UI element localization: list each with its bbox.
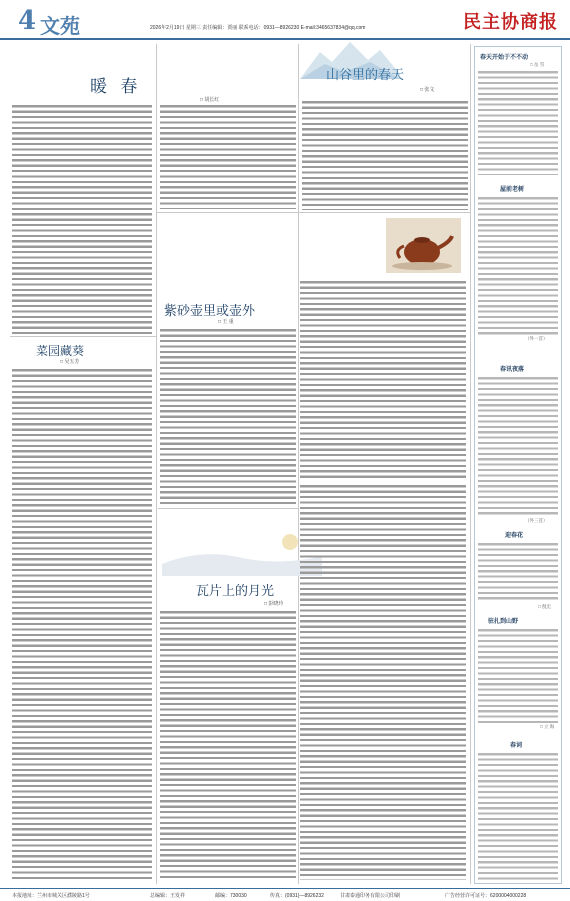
article-author: □ 胡长红 [200, 97, 220, 103]
column-rule [156, 44, 157, 884]
page-footer [0, 888, 570, 901]
poem-body [478, 70, 558, 175]
poem-author: □ 立 海 [540, 724, 555, 729]
article-title: 瓦片上的月光 [196, 584, 275, 599]
section-title: 文苑 [40, 14, 80, 38]
section-rule [156, 212, 470, 213]
poem-author: □ 岳 雪 [530, 62, 545, 67]
footer-printer: 甘肃泰通印务有限公司印刷 [340, 893, 401, 899]
footer-ad: 广告经营许可证号：6200004000228 [445, 893, 527, 899]
poem-author: □ 倪宏 [538, 604, 551, 609]
article-author: □ 彭晓玲 [264, 601, 284, 607]
article-author: □ 张文 [420, 87, 435, 93]
poem-title: 春词 [510, 742, 523, 749]
moon-illustration [162, 528, 322, 576]
page-number: 4 [18, 6, 37, 36]
footer-editor: 总编辑：王发祥 [150, 893, 186, 899]
page-header [0, 0, 570, 40]
poem-title: 屋前老树 [500, 186, 525, 193]
article-body [160, 328, 296, 504]
article-author: □ 王 重 [218, 319, 234, 325]
section-rule [10, 336, 156, 337]
article-body [300, 484, 466, 880]
poem-author: （外一首） [525, 336, 548, 341]
article-body [160, 104, 296, 209]
issue-info: 2026年2月19日 星期三 责任编辑：贾丽 联系电话：0931—8926230 E-mail:3465637834@qq.com [150, 25, 366, 31]
poem-title: 驻扎到山野 [488, 618, 519, 625]
poem-body [478, 752, 558, 880]
article-author: □ 吴五芳 [60, 359, 80, 365]
column-rule [298, 44, 299, 884]
article-body [160, 610, 296, 880]
footer-post: 邮编：730030 [215, 893, 247, 899]
newspaper-brand: 民主协商报 [463, 12, 558, 33]
article-title: 暖 春 [90, 77, 142, 97]
article-body [300, 280, 466, 480]
article-body [302, 100, 468, 210]
teapot-photo [386, 218, 461, 273]
poem-body [478, 196, 558, 336]
poem-author: （外三首） [525, 518, 548, 523]
article-title: 山谷里的春天 [326, 68, 405, 83]
column-rule [470, 44, 471, 884]
article-title: 紫砂壶里或壶外 [164, 304, 256, 319]
article-body [12, 368, 152, 880]
article-title: 菜园藏葵 [36, 344, 85, 358]
footer-phone: 传真：(0931)—8926232 [270, 893, 324, 899]
poem-body [478, 542, 558, 602]
article-body [12, 104, 152, 334]
poem-title: 春天开始于不不动 [480, 54, 529, 61]
footer-address: 本报地址：兰州市城关区濮陵路1号 [12, 893, 90, 899]
poem-body [478, 376, 558, 516]
poem-body [478, 628, 558, 723]
poem-title: 迎春花 [505, 532, 524, 539]
section-rule [158, 508, 298, 509]
poem-title: 春讯夜落 [500, 366, 525, 373]
